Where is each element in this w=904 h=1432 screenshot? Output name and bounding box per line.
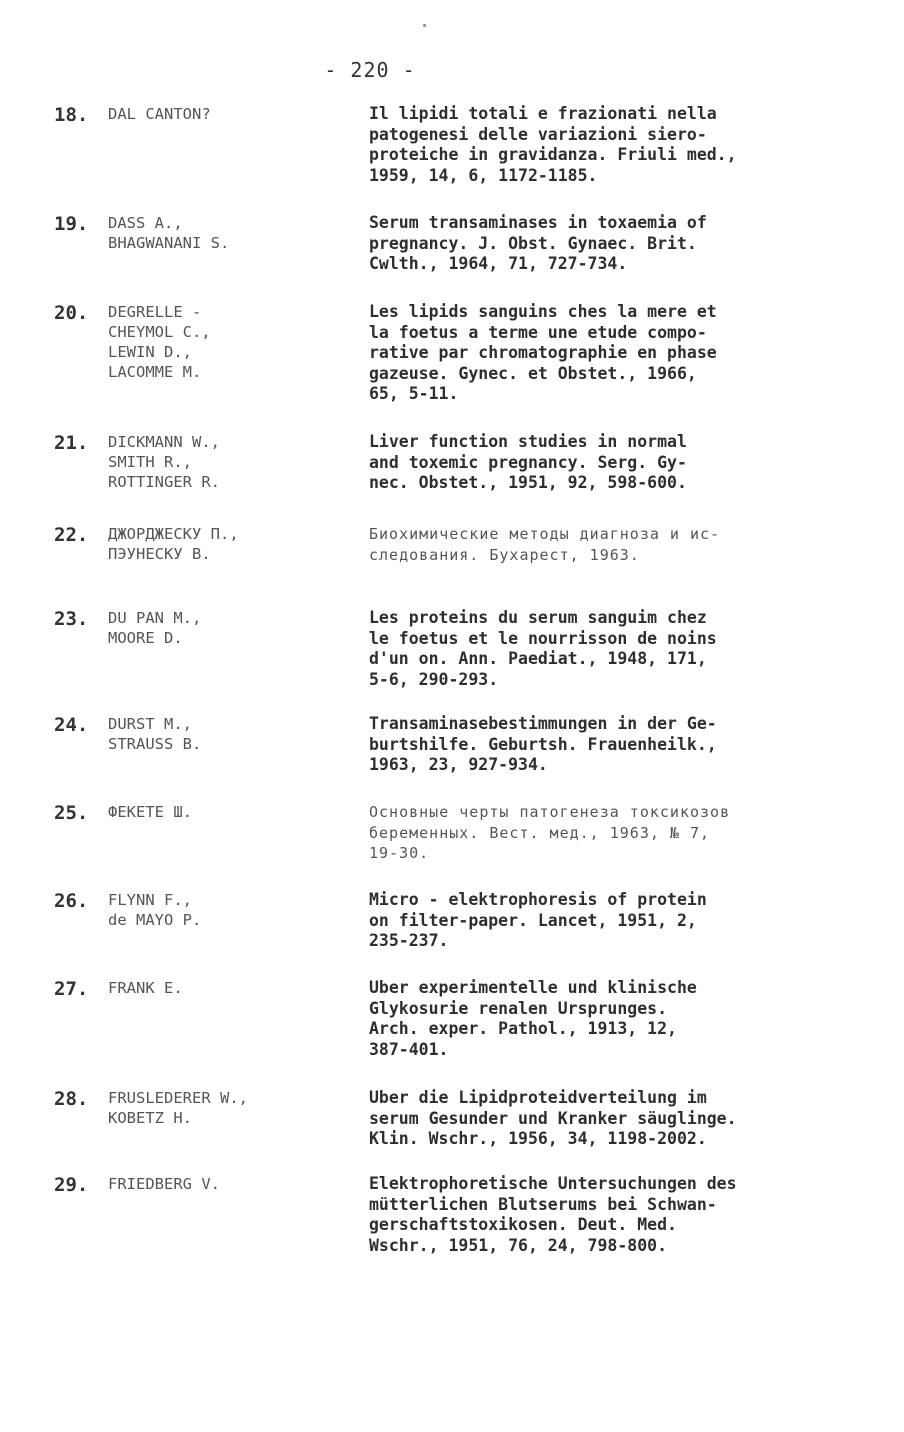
entry-authors: FRIEDBERG V. bbox=[108, 1175, 220, 1193]
entry-citation: Les proteins du serum sanguim chez le foetus et le nourrisson de noins d'un on. Ann. Paediat., 1948, 171, 5-6, 290-293. bbox=[369, 608, 717, 689]
entry-citation: Micro - elektrophoresis of protein on filter-paper. Lancet, 1951, 2, 235-237. bbox=[369, 890, 707, 950]
entry-number: 29. bbox=[54, 1174, 89, 1196]
entry-number: 18. bbox=[54, 104, 89, 126]
entry-citation: Биохимические методы диагноза и ис- следования. Бухарест, 1963. bbox=[369, 525, 721, 564]
entry-authors: DAL CANTON? bbox=[108, 105, 211, 123]
entry-citation: Il lipidi totali e frazionati nella patogenesi delle variazioni siero- proteiche in gravidanza. Friuli med., 1959, 14, 6, 1172-1185. bbox=[369, 104, 737, 185]
entry-number: 21. bbox=[54, 432, 89, 454]
entry-number: 26. bbox=[54, 890, 89, 912]
entry-citation: Transaminasebestimmungen in der Ge- burtshilfe. Geburtsh. Frauenheilk., 1963, 23, 927-934. bbox=[369, 714, 717, 774]
entry-citation: Uber experimentelle und klinische Glykosurie renalen Ursprunges. Arch. exper. Pathol., 1913, 12, 387-401. bbox=[369, 978, 697, 1059]
entry-number: 28. bbox=[54, 1088, 89, 1110]
entry-authors: FRANK E. bbox=[108, 979, 183, 997]
entry-authors: DU PAN M., MOORE D. bbox=[108, 609, 202, 647]
entry-number: 22. bbox=[54, 524, 89, 546]
entry-authors: FRUSLEDERER W., KOBETZ H. bbox=[108, 1089, 248, 1127]
entry-number: 25. bbox=[54, 802, 89, 824]
entry-authors: DICKMANN W., SMITH R., ROTTINGER R. bbox=[108, 433, 220, 491]
paper-speck bbox=[423, 24, 426, 27]
entry-authors: DEGRELLE - CHEYMOL C., LEWIN D., LACOMME M. bbox=[108, 303, 211, 381]
entry-authors: DURST M., STRAUSS B. bbox=[108, 715, 202, 753]
entry-authors: ДЖОРДЖЕСКУ П., ПЭУНЕСКУ В. bbox=[108, 525, 239, 563]
entry-authors: FLYNN F., de MAYO P. bbox=[108, 891, 202, 929]
entry-number: 24. bbox=[54, 714, 89, 736]
entry-number: 27. bbox=[54, 978, 89, 1000]
entry-citation: Основные черты патогенеза токсикозов беременных. Вест. мед., 1963, № 7, 19-30. bbox=[369, 803, 731, 862]
entry-citation: Liver function studies in normal and toxemic pregnancy. Serg. Gy- nec. Obstet., 1951, 92, 598-600. bbox=[369, 432, 687, 492]
entry-authors: DASS A., BHAGWANANI S. bbox=[108, 214, 230, 252]
entry-citation: Les lipids sanguins ches la mere et la foetus a terme une etude compo- rative par chromatographie en phase gazeuse. Gynec. et Obstet., 1966, 65, 5-11. bbox=[369, 302, 717, 403]
entry-number: 19. bbox=[54, 213, 89, 235]
page-number: - 220 - bbox=[324, 58, 416, 82]
entry-authors: ФЕКЕТЕ Ш. bbox=[108, 803, 192, 821]
entry-citation: Elektrophoretische Untersuchungen des mütterlichen Blutserums bei Schwan- gerschaftstoxikosen. Deut. Med. Wschr., 1951, 76, 24, 798-800. bbox=[369, 1174, 737, 1255]
entry-citation: Uber die Lipidproteidverteilung im serum Gesunder und Kranker säuglinge. Klin. Wschr., 1956, 34, 1198-2002. bbox=[369, 1088, 737, 1148]
entry-number: 23. bbox=[54, 608, 89, 630]
entry-citation: Serum transaminases in toxaemia of pregnancy. J. Obst. Gynaec. Brit. Cwlth., 1964, 71, 727-734. bbox=[369, 213, 707, 273]
entry-number: 20. bbox=[54, 302, 89, 324]
